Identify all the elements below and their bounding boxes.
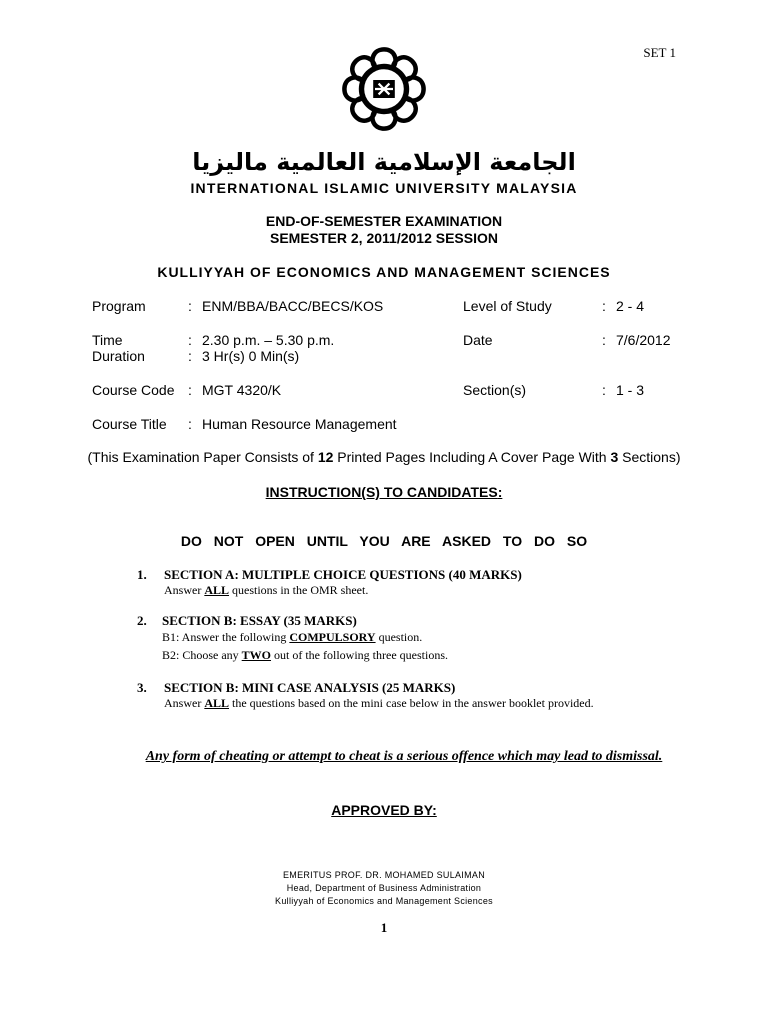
page-number: 1 [380,920,388,935]
b2-emphasis: TWO [241,648,272,662]
sections-value: 1 - 3 [616,382,645,398]
date-label: Date [463,332,493,348]
time-colon: : [188,332,192,348]
time-value: 2.30 p.m. – 5.30 p.m. [202,332,335,348]
duration-value: 3 Hr(s) 0 Min(s) [202,348,300,364]
b2-text-post: out of the following three questions. [271,648,448,662]
note-part-2: Printed Pages Including A Cover Page With [333,449,611,465]
approved-by-label: APPROVED BY: [331,802,437,818]
program-label: Program [92,298,146,314]
section-3-heading: SECTION B: MINI CASE ANALYSIS (25 MARKS) [164,680,456,695]
course-title-label: Course Title [92,416,167,432]
section-1-number: 1. [137,567,147,582]
exam-heading [0,213,768,247]
date-value: 7/6/2012 [616,332,671,348]
section-1-text-post: questions in the OMR sheet. [229,583,369,597]
signatory-name: EMERITUS PROF. DR. MOHAMED SULAIMAN [282,870,486,880]
page-count: 12 [317,449,334,465]
course-code-label: Course Code [92,382,175,398]
program-value: ENM/BBA/BACC/BECS/KOS [202,298,384,314]
note-part-3: Sections) [618,449,681,465]
section-1-text-pre: Answer [164,583,205,597]
section-1-emphasis: ALL [204,583,230,597]
instructions-title: INSTRUCTION(S) TO CANDIDATES [265,484,498,500]
section-2-number: 2. [137,613,147,628]
section-3-instruction [164,696,594,711]
signatory-faculty: Kulliyyah of Economics and Management Sciences [275,896,493,906]
do-not-open-notice: DO NOT OPEN UNTIL YOU ARE ASKED TO DO SO [180,533,588,549]
sections-colon: : [602,382,606,398]
sections-label: Section(s) [463,382,527,398]
duration-colon: : [188,348,192,364]
section-1-instruction [164,583,368,598]
b1-text-pre: B1: Answer the following [162,630,290,644]
exam-title: END-OF-SEMESTER EXAMINATION [265,213,503,229]
instructions-colon: : [497,484,503,500]
b2-text-pre: B2: Choose any [162,648,242,662]
section-2-b2 [162,648,448,663]
course-code-colon: : [188,382,192,398]
cheating-warning: Any form of cheating or attempt to cheat is a serious offence which may lead to dismissal. [145,749,663,764]
section-3-emphasis: ALL [204,696,230,710]
course-code-value: MGT 4320/K [202,382,282,398]
section-3-text-post: the questions based on the mini case below in the answer booklet provided. [229,696,594,710]
university-logo [339,44,429,134]
course-title-colon: : [188,416,192,432]
section-3-text-pre: Answer [164,696,205,710]
course-title-value: Human Resource Management [202,416,397,432]
page-count-note [0,449,768,465]
level-colon: : [602,298,606,314]
duration-label: Duration [92,348,145,364]
section-2-heading: SECTION B: ESSAY (35 MARKS) [162,613,357,628]
exam-session: SEMESTER 2, 2011/2012 SESSION [269,230,498,246]
instructions-heading [0,484,768,500]
b1-emphasis: COMPULSORY [289,630,376,644]
time-label: Time [92,332,123,348]
section-1-heading: SECTION A: MULTIPLE CHOICE QUESTIONS (40 MARKS) [164,567,522,582]
arabic-university-name: الجامعة الإسلامية العالمية ماليزيا [192,148,576,176]
level-label: Level of Study [463,298,552,314]
set-label: SET 1 [643,45,676,60]
section-2-b1 [162,630,422,645]
note-part-1: (This Examination Paper Consists of [87,449,318,465]
signatory-position: Head, Department of Business Administration [286,883,482,893]
university-name: INTERNATIONAL ISLAMIC UNIVERSITY MALAYSIA [190,180,578,196]
date-colon: : [602,332,606,348]
b1-text-post: question. [375,630,423,644]
kulliyyah-name: KULLIYYAH OF ECONOMICS AND MANAGEMENT SCIENCES [157,264,611,280]
signatory-block [0,869,768,908]
program-colon: : [188,298,192,314]
level-value: 2 - 4 [616,298,645,314]
section-3-number: 3. [137,680,147,695]
section-count: 3 [610,449,619,465]
